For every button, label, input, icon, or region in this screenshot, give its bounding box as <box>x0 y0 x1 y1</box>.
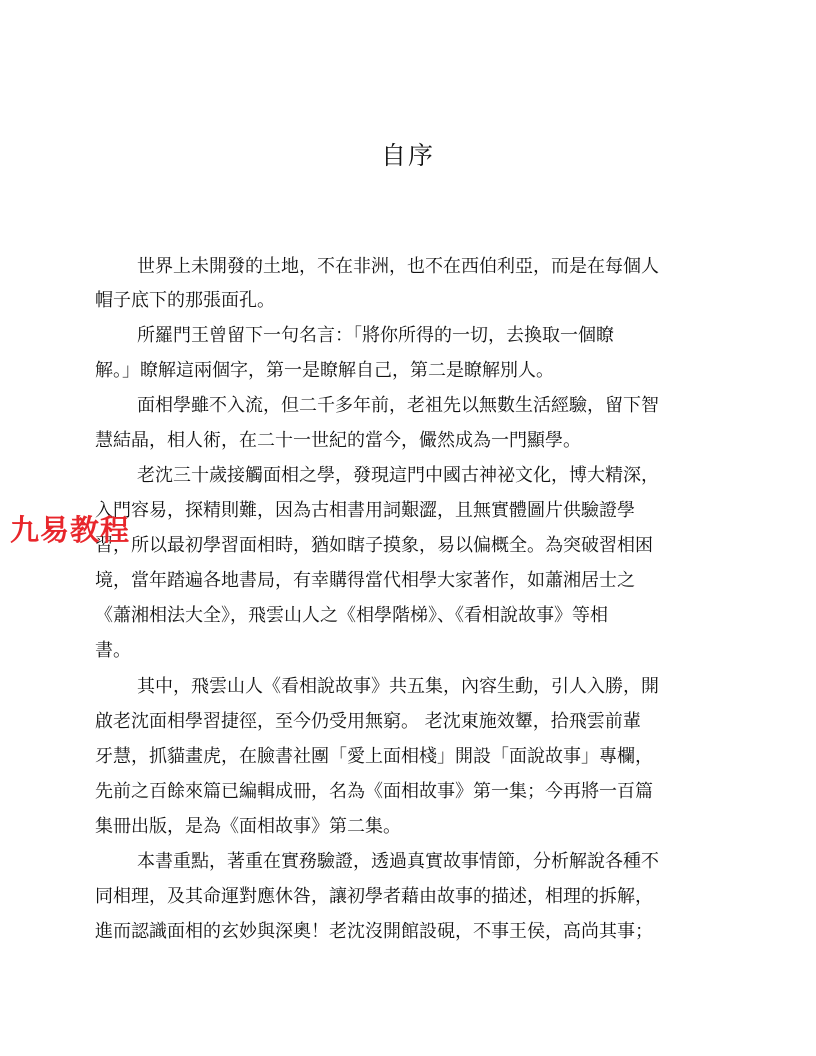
text-line: 慧結晶，相人術，在二十一世紀的當今，儼然成為一門顯學。 <box>95 430 581 451</box>
text-line: 境，當年踏遍各地書局，有幸購得當代相學大家著作，如蕭湘居士之 <box>95 570 635 591</box>
text-line: 世界上未開發的土地，不在非洲，也不在西伯利亞，而是在每個人 <box>137 256 659 277</box>
page-title: 自序 <box>380 141 435 170</box>
text-line: 解。」瞭解這兩個字，第一是瞭解自己，第二是瞭解別人。 <box>95 360 554 381</box>
text-line: 帽子底下的那張面孔。 <box>95 290 275 311</box>
watermark: 九易教程 <box>10 513 131 547</box>
text-line: 先前之百餘來篇已編輯成冊，名為《面相故事》第一集；今再將一百篇 <box>95 781 653 802</box>
text-line: 其中，飛雲山人《看相說故事》共五集，內容生動，引人入勝，開 <box>137 676 659 697</box>
text-line: 老沈三十歲接觸面相之學，發現這門中國古神祕文化，博大精深， <box>137 465 659 486</box>
text-line: 牙慧，抓貓畫虎，在臉書社團「愛上面相棧」開設「面說故事」專欄， <box>95 746 653 767</box>
text-line: 集冊出版，是為《面相故事》第二集。 <box>95 816 401 837</box>
text-line: 所羅門王曾留下一句名言：「將你所得的一切，去換取一個瞭 <box>137 325 614 346</box>
text-line: 習，所以最初學習面相時，猶如瞎子摸象，易以偏概全。為突破習相困 <box>95 535 653 556</box>
text-line: 《蕭湘相法大全》，飛雲山人之《相學階梯》、《看相說故事》等相 <box>95 605 608 626</box>
text-line: 入門容易，探精則難，因為古相書用詞艱澀，且無實體圖片供驗證學 <box>95 500 635 521</box>
text-line: 啟老沈面相學習捷徑，至今仍受用無窮。 老沈東施效顰，拾飛雲前輩 <box>95 711 641 732</box>
text-line: 面相學雖不入流，但二千多年前，老祖先以無數生活經驗，留下智 <box>137 395 659 416</box>
text-line: 同相理，及其命運對應休咎，讓初學者藉由故事的描述，相理的拆解， <box>95 886 653 907</box>
text-line: 本書重點，著重在實務驗證，透過真實故事情節，分析解說各種不 <box>137 851 659 872</box>
text-line: 進而認識面相的玄妙與深奧！老沈沒開館設硯，不事王侯，高尚其事； <box>95 921 653 942</box>
text-line: 書。 <box>95 640 131 661</box>
